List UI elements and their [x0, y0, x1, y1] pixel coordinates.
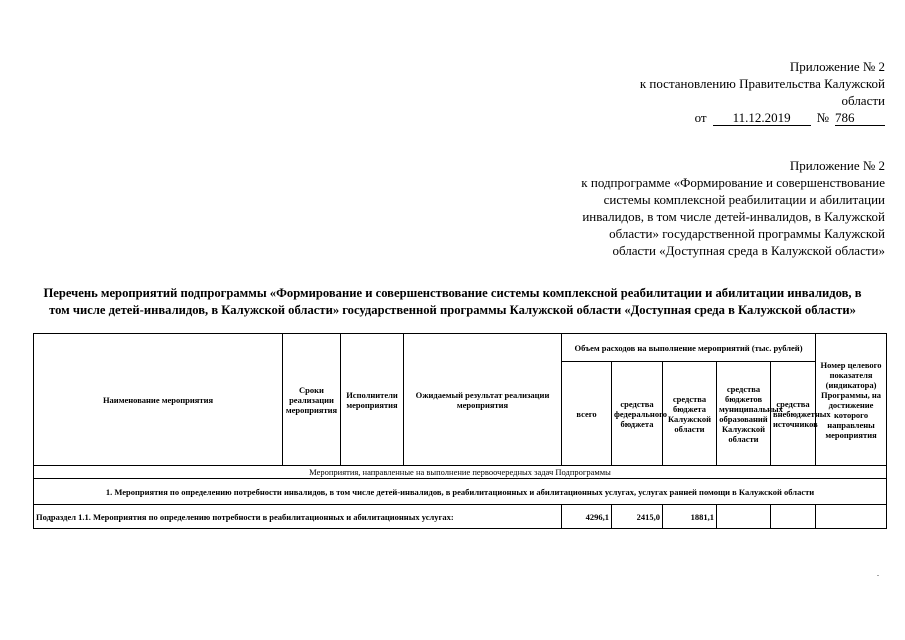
subprogram-appendix-line: области «Доступная среда в Калужской области» [612, 243, 885, 258]
subprogram-appendix-line: области» государственной программы Калужской [609, 226, 885, 241]
subprogram-appendix-line: к подпрограмме «Формирование и совершенствование [581, 175, 885, 190]
header-name: Наименование мероприятия [34, 334, 283, 466]
row-municipal [717, 505, 771, 529]
header-municipal: средства бюджетов муниципальных образований Калужской области [717, 362, 771, 466]
row-total: 4296,1 [562, 505, 612, 529]
measures-table [33, 333, 887, 529]
header-indicator: Номер целевого показателя (индикатора) Программы, на достижение которого направлены мероприятия [816, 334, 887, 466]
resolution-appendix-region: области [841, 93, 885, 108]
document-title-line: Перечень мероприятий подпрограммы «Формирование и совершенствование системы комплексной реабилитации и абилитации инвалидов, в [43, 286, 862, 300]
resolution-number: 786 [835, 111, 885, 126]
header-executors: Исполнители мероприятия [341, 334, 404, 466]
header-result: Ожидаемый результат реализации мероприятия [404, 334, 562, 466]
row-extrabudget [771, 505, 816, 529]
resolution-date: 11.12.2019 [713, 111, 811, 126]
header-extrabudget: средства внебюджетных источников [771, 362, 816, 466]
resolution-date-line [585, 109, 885, 126]
table-row [34, 505, 887, 529]
row-federal: 2415,0 [612, 505, 663, 529]
resolution-appendix-ref: к постановлению Правительства Калужской [639, 76, 885, 91]
row-regional: 1881,1 [663, 505, 717, 529]
resolution-appendix-block [585, 58, 885, 126]
document-title [20, 285, 885, 319]
corner-mark: - [877, 573, 879, 579]
row-name: Подраздел 1.1. Мероприятия по определению потребности в реабилитационных и абилитационных услугах: [34, 505, 562, 529]
header-federal: средства федерального бюджета [612, 362, 663, 466]
row-indicator [816, 505, 887, 529]
header-terms: Сроки реализации мероприятия [283, 334, 341, 466]
number-label: № [816, 110, 829, 125]
header-regional: средства бюджета Калужской области [663, 362, 717, 466]
subprogram-appendix-block [555, 157, 885, 259]
document-title-line: том числе детей-инвалидов, в Калужской области» государственной программы Калужской области «Доступная среда в Калужской области» [49, 303, 856, 317]
section-title: Мероприятия, направленные на выполнение первоочередных задач Подпрограммы [34, 466, 887, 479]
from-label: от [694, 110, 707, 125]
subprogram-appendix-line: системы комплексной реабилитации и абилитации [603, 192, 885, 207]
subprogram-appendix-line: инвалидов, в том числе детей-инвалидов, в Калужской [582, 209, 885, 224]
group-title: 1. Мероприятия по определению потребности инвалидов, в том числе детей-инвалидов, в реабилитационных и абилитационных услугах, услугах ранней помощи в Калужской области [34, 479, 887, 505]
header-expenses: Объем расходов на выполнение мероприятий (тыс. рублей) [562, 334, 816, 362]
header-total: всего [562, 362, 612, 466]
subprogram-appendix-title: Приложение № 2 [789, 158, 885, 173]
resolution-appendix-title: Приложение № 2 [789, 59, 885, 74]
